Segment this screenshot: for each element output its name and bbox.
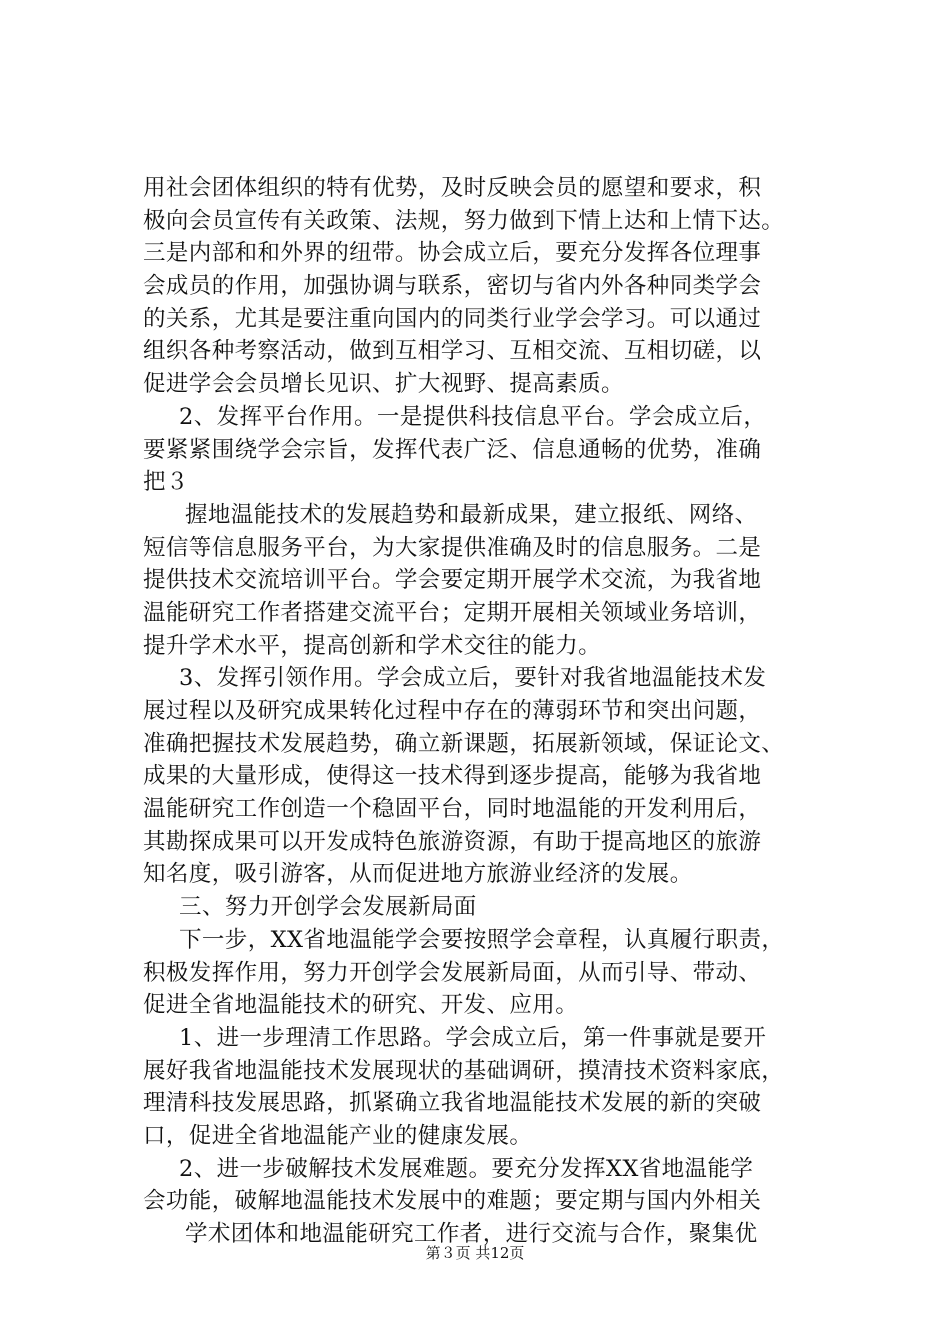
- text-line: 展好我省地温能技术发展现状的基础调研，摸清技术资料家底，: [143, 1057, 785, 1084]
- text-line: 温能研究工作者搭建交流平台；定期开展相关领域业务培训，: [143, 599, 762, 626]
- text-line: 的关系，尤其是要注重向国内的同类行业学会学习。可以通过: [143, 305, 762, 332]
- text-line: 握地温能技术的发展趋势和最新成果，建立报纸、网络、: [185, 501, 758, 528]
- page-number: 第３页 共12页: [425, 1244, 525, 1262]
- text-line: 会成员的作用，加强协调与联系，密切与省内外各种同类学会: [143, 273, 762, 300]
- text-line: 极向会员宣传有关政策、法规，努力做到下情上达和上情下达。: [143, 207, 785, 234]
- text-line: 把３: [143, 469, 189, 496]
- text-line: 会功能，破解地温能技术发展中的难题；要定期与国内外相关: [143, 1188, 762, 1215]
- text-line: 下一步，XX省地温能学会要按照学会章程，认真履行职责，: [179, 926, 785, 953]
- text-line: 展过程以及研究成果转化过程中存在的薄弱环节和突出问题，: [143, 698, 762, 724]
- text-line: 学术团体和地温能研究工作者，进行交流与合作，聚集优: [185, 1221, 758, 1247]
- text-line: 口，促进全省地温能产业的健康发展。: [143, 1122, 533, 1149]
- text-line: 1、进一步理清工作思路。学会成立后，第一件事就是要开: [179, 1024, 767, 1051]
- page-footer: [0, 1243, 950, 1263]
- section-heading: 三、努力开创学会发展新局面: [179, 894, 477, 921]
- text-line: 组织各种考察活动，做到互相学习、互相交流、互相切磋，以: [143, 338, 762, 365]
- text-line: 促进全省地温能技术的研究、开发、应用。: [143, 992, 579, 1019]
- text-line: 成果的大量形成，使得这一技术得到逐步提高，能够为我省地: [143, 763, 762, 790]
- text-line: 三是内部和和外界的纽带。协会成立后，要充分发挥各位理事: [143, 240, 762, 267]
- text-line: 知名度，吸引游客，从而促进地方旅游业经济的发展。: [143, 861, 693, 888]
- text-line: 2、发挥平台作用。一是提供科技信息平台。学会成立后，: [179, 403, 767, 430]
- text-line: 其勘探成果可以开发成特色旅游资源，有助于提高地区的旅游: [143, 828, 762, 855]
- document-body: [143, 172, 843, 1251]
- text-line: 要紧紧围绕学会宗旨，发挥代表广泛、信息通畅的优势，准确: [143, 436, 762, 463]
- text-line: 用社会团体组织的特有优势，及时反映会员的愿望和要求，积: [143, 175, 762, 201]
- text-line: 理清科技发展思路，抓紧确立我省地温能技术发展的新的突破: [143, 1090, 762, 1117]
- text-line: 准确把握技术发展趋势，确立新课题，拓展新领域，保证论文、: [143, 730, 785, 757]
- text-line: 2、进一步破解技术发展难题。要充分发挥XX省地温能学: [179, 1155, 754, 1182]
- text-line: 提升学术水平，提高创新和学术交往的能力。: [143, 632, 602, 659]
- text-line: 短信等信息服务平台，为大家提供准确及时的信息服务。二是: [143, 534, 762, 561]
- text-line: 3、发挥引领作用。学会成立后，要针对我省地温能技术发: [179, 665, 767, 692]
- text-line: 积极发挥作用，努力开创学会发展新局面，从而引导、带动、: [143, 959, 762, 986]
- text-line: 温能研究工作创造一个稳固平台，同时地温能的开发利用后，: [143, 796, 762, 823]
- text-line: 促进学会会员增长见识、扩大视野、提高素质。: [143, 371, 624, 398]
- text-line: 提供技术交流培训平台。学会要定期开展学术交流，为我省地: [143, 567, 762, 594]
